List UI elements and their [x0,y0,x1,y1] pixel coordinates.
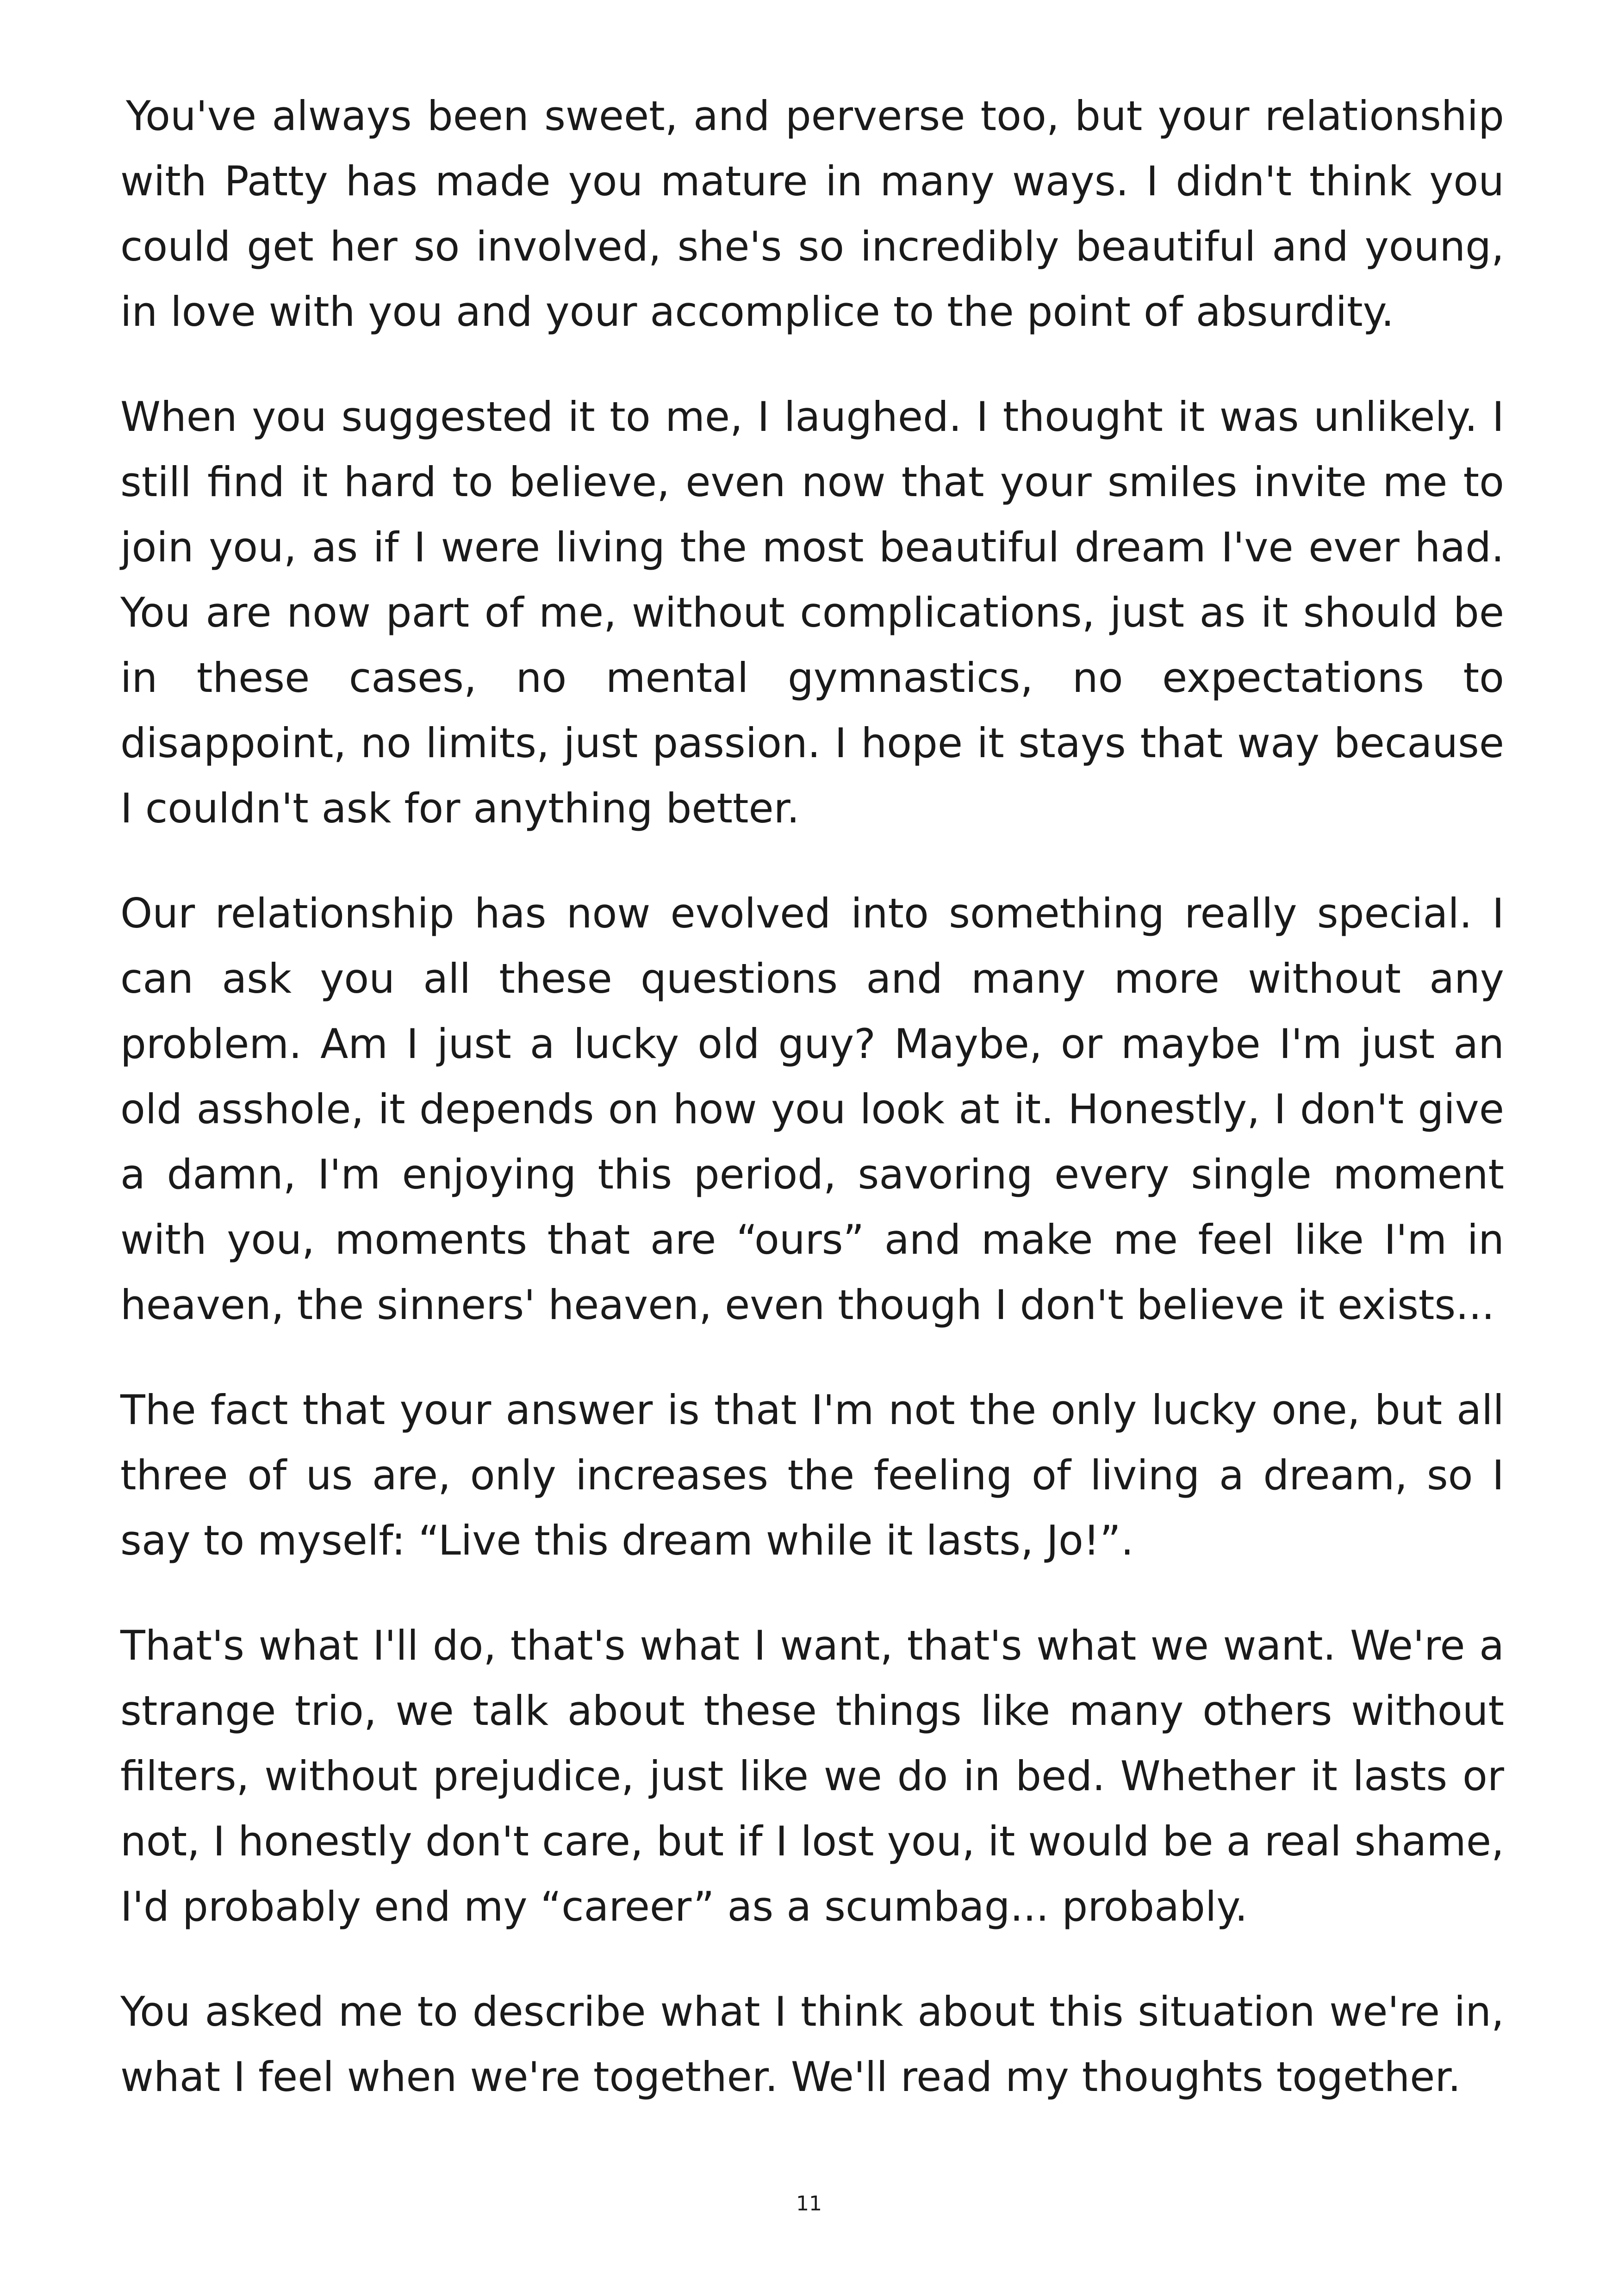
page-number: 11 [796,2192,822,2215]
paragraph-4: The fact that your answer is that I'm not the only lucky one, but all three of us are, only increases the feeling of living a dream, so I say to myself: “Live this dream while it lasts, Jo!”. [120,1386,1504,1564]
paragraph-2: When you suggested it to me, I laughed. I thought it was unlikely. I still find it hard to believe, even now that your smiles invite me to join you, as if I were living the most beautiful dream I've ever had. You are now part of me, without complications, just as it should be in these cases, no mental gymnastics, no expectations to disappoint, no limits, just passion. I hope it stays that way because I couldn't ask for anything better. [120,393,1504,832]
paragraph-3: Our relationship has now evolved into something really special. I can ask you all these questions and many more without any problem. Am I just a lucky old guy? Maybe, or maybe I'm just an old asshole, it depends on how you look at it. Honestly, I don't give a damn, I'm enjoying this period, savoring every single moment with you, moments that are “ours” and make me feel like I'm in heaven, the sinners' heaven, even though I don't believe it exists... [120,890,1504,1329]
paragraph-1: You've always been sweet, and perverse too, but your relationship with Patty has made you mature in many ways. I didn't think you could get her so involved, she's so incredibly beautiful and young, in love with you and your accomplice to the point of absurdity. [120,92,1504,336]
paragraph-6: You asked me to describe what I think about this situation we're in, what I feel when we're together. We'll read my thoughts together. [120,1988,1504,2101]
document-body [120,83,1504,2149]
paragraph-5: That's what I'll do, that's what I want, that's what we want. We're a strange trio, we talk about these things like many others without filters, without prejudice, just like we do in bed. Whether it lasts or not, I honestly don't care, but if I lost you, it would be a real shame, I'd probably end my “career” as a scumbag... probably. [120,1622,1504,1930]
